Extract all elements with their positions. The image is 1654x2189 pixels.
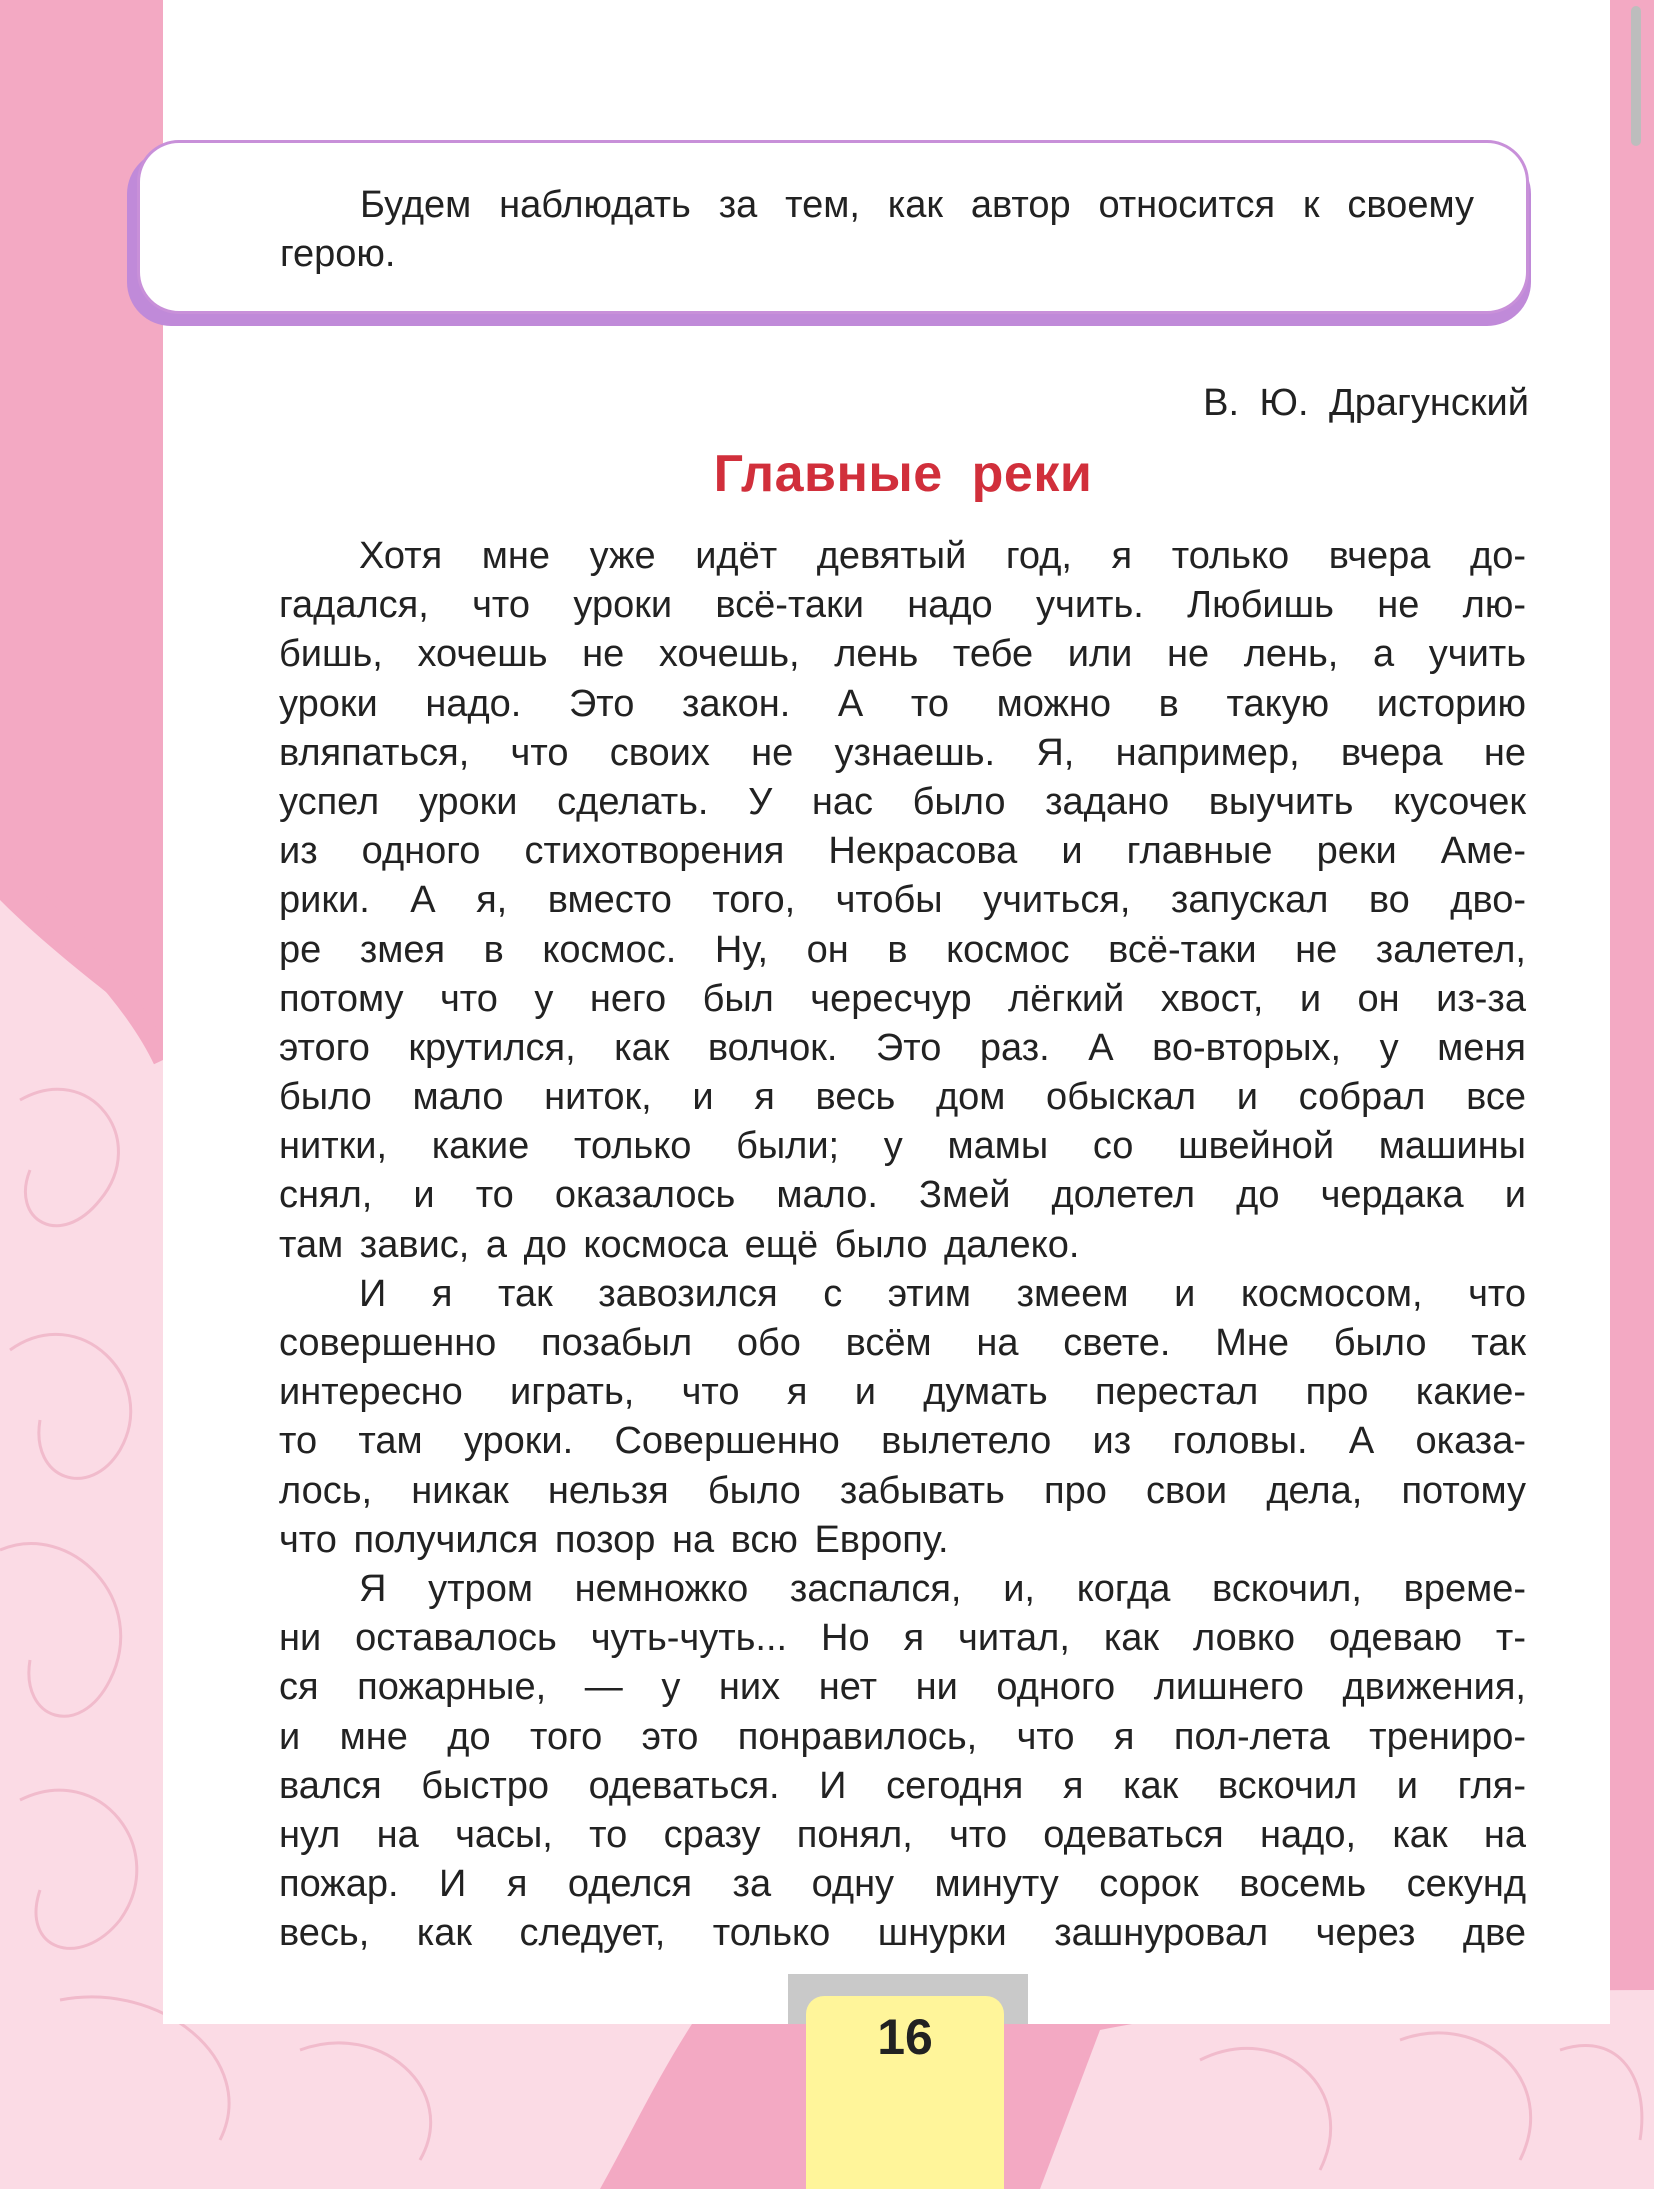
story-line: этого крутился, как волчок. Это раз. А во-вторых, у меня [279,1026,1526,1069]
goal-text: Будем наблюдать за тем, как автор относится к своему герою. [280,184,1474,275]
story-line: что получился позор на всю Европу. [279,1518,949,1561]
story-line: Я утром немножко заспался, и, когда вскочил, време- [359,1567,1526,1610]
story-line: нитки, какие только были; у мамы со швейной машины [279,1125,1526,1168]
story-line: то там уроки. Совершенно вылетело из головы. А оказа- [279,1420,1526,1463]
story-text [279,532,1526,1958]
story-line: ся пожарные, — у них нет ни одного лишнего движения, [279,1666,1526,1709]
story-line: рики. А я, вместо того, чтобы учиться, запускал во дво- [279,879,1526,922]
story-line: потому что у него был чересчур лёгкий хвост, и он из-за [279,977,1526,1020]
story-line: вляпаться, что своих не узнаешь. Я, например, вчера не [279,731,1526,774]
scrollbar[interactable] [1631,6,1641,146]
story-line: бишь, хочешь не хочешь, лень тебе или не лень, а учить [279,633,1526,676]
story-line: было мало ниток, и я весь дом обыскал и собрал все [279,1076,1526,1119]
story-line: снял, и то оказалось мало. Змей долетел до чердака и [279,1174,1526,1217]
story-line: Хотя мне уже идёт девятый год, я только вчера до- [359,535,1526,577]
story-line: вался быстро одеваться. И сегодня я как вскочил и гля- [279,1764,1526,1807]
story-line: гадался, что уроки всё-таки надо учить. Любишь не лю- [279,584,1526,627]
story-line: уроки надо. Это закон. А то можно в такую историю [279,682,1526,725]
author-name: В. Ю. Драгунский [1203,382,1529,424]
story-line: лось, никак нельзя было забывать про свои дела, потому [279,1469,1526,1512]
story-line: интересно играть, что я и думать перестал про какие- [279,1371,1526,1414]
story-line: ни оставалось чуть-чуть... Но я читал, как ловко одеваю т- [279,1617,1526,1660]
story-line: И я так завозился с этим змеем и космосом, что [359,1272,1526,1315]
story-line: совершенно позабыл обо всём на свете. Мне было так [279,1322,1526,1364]
story-title: Главные реки [713,445,1093,503]
story-line: и мне до того это понравилось, что я пол-лета трениро- [279,1715,1526,1758]
story-line: там завис, а до космоса ещё было далеко. [279,1223,1080,1266]
story-line: ре змея в космос. Ну, он в космос всё-таки не залетел, [279,928,1526,971]
page-number: 16 [877,2009,933,2065]
goal-box [137,140,1529,314]
story-line: нул на часы, то сразу понял, что одеваться надо, как на [279,1813,1526,1856]
story-line: успел уроки сделать. У нас было задано выучить кусочек [279,780,1526,823]
story-line: пожар. И я оделся за одну минуту сорок восемь секунд [279,1863,1526,1906]
story-line: из одного стихотворения Некрасова и главные реки Аме- [279,830,1526,873]
story-line: весь, как следует, только шнурки зашнуровал через две [279,1912,1526,1955]
